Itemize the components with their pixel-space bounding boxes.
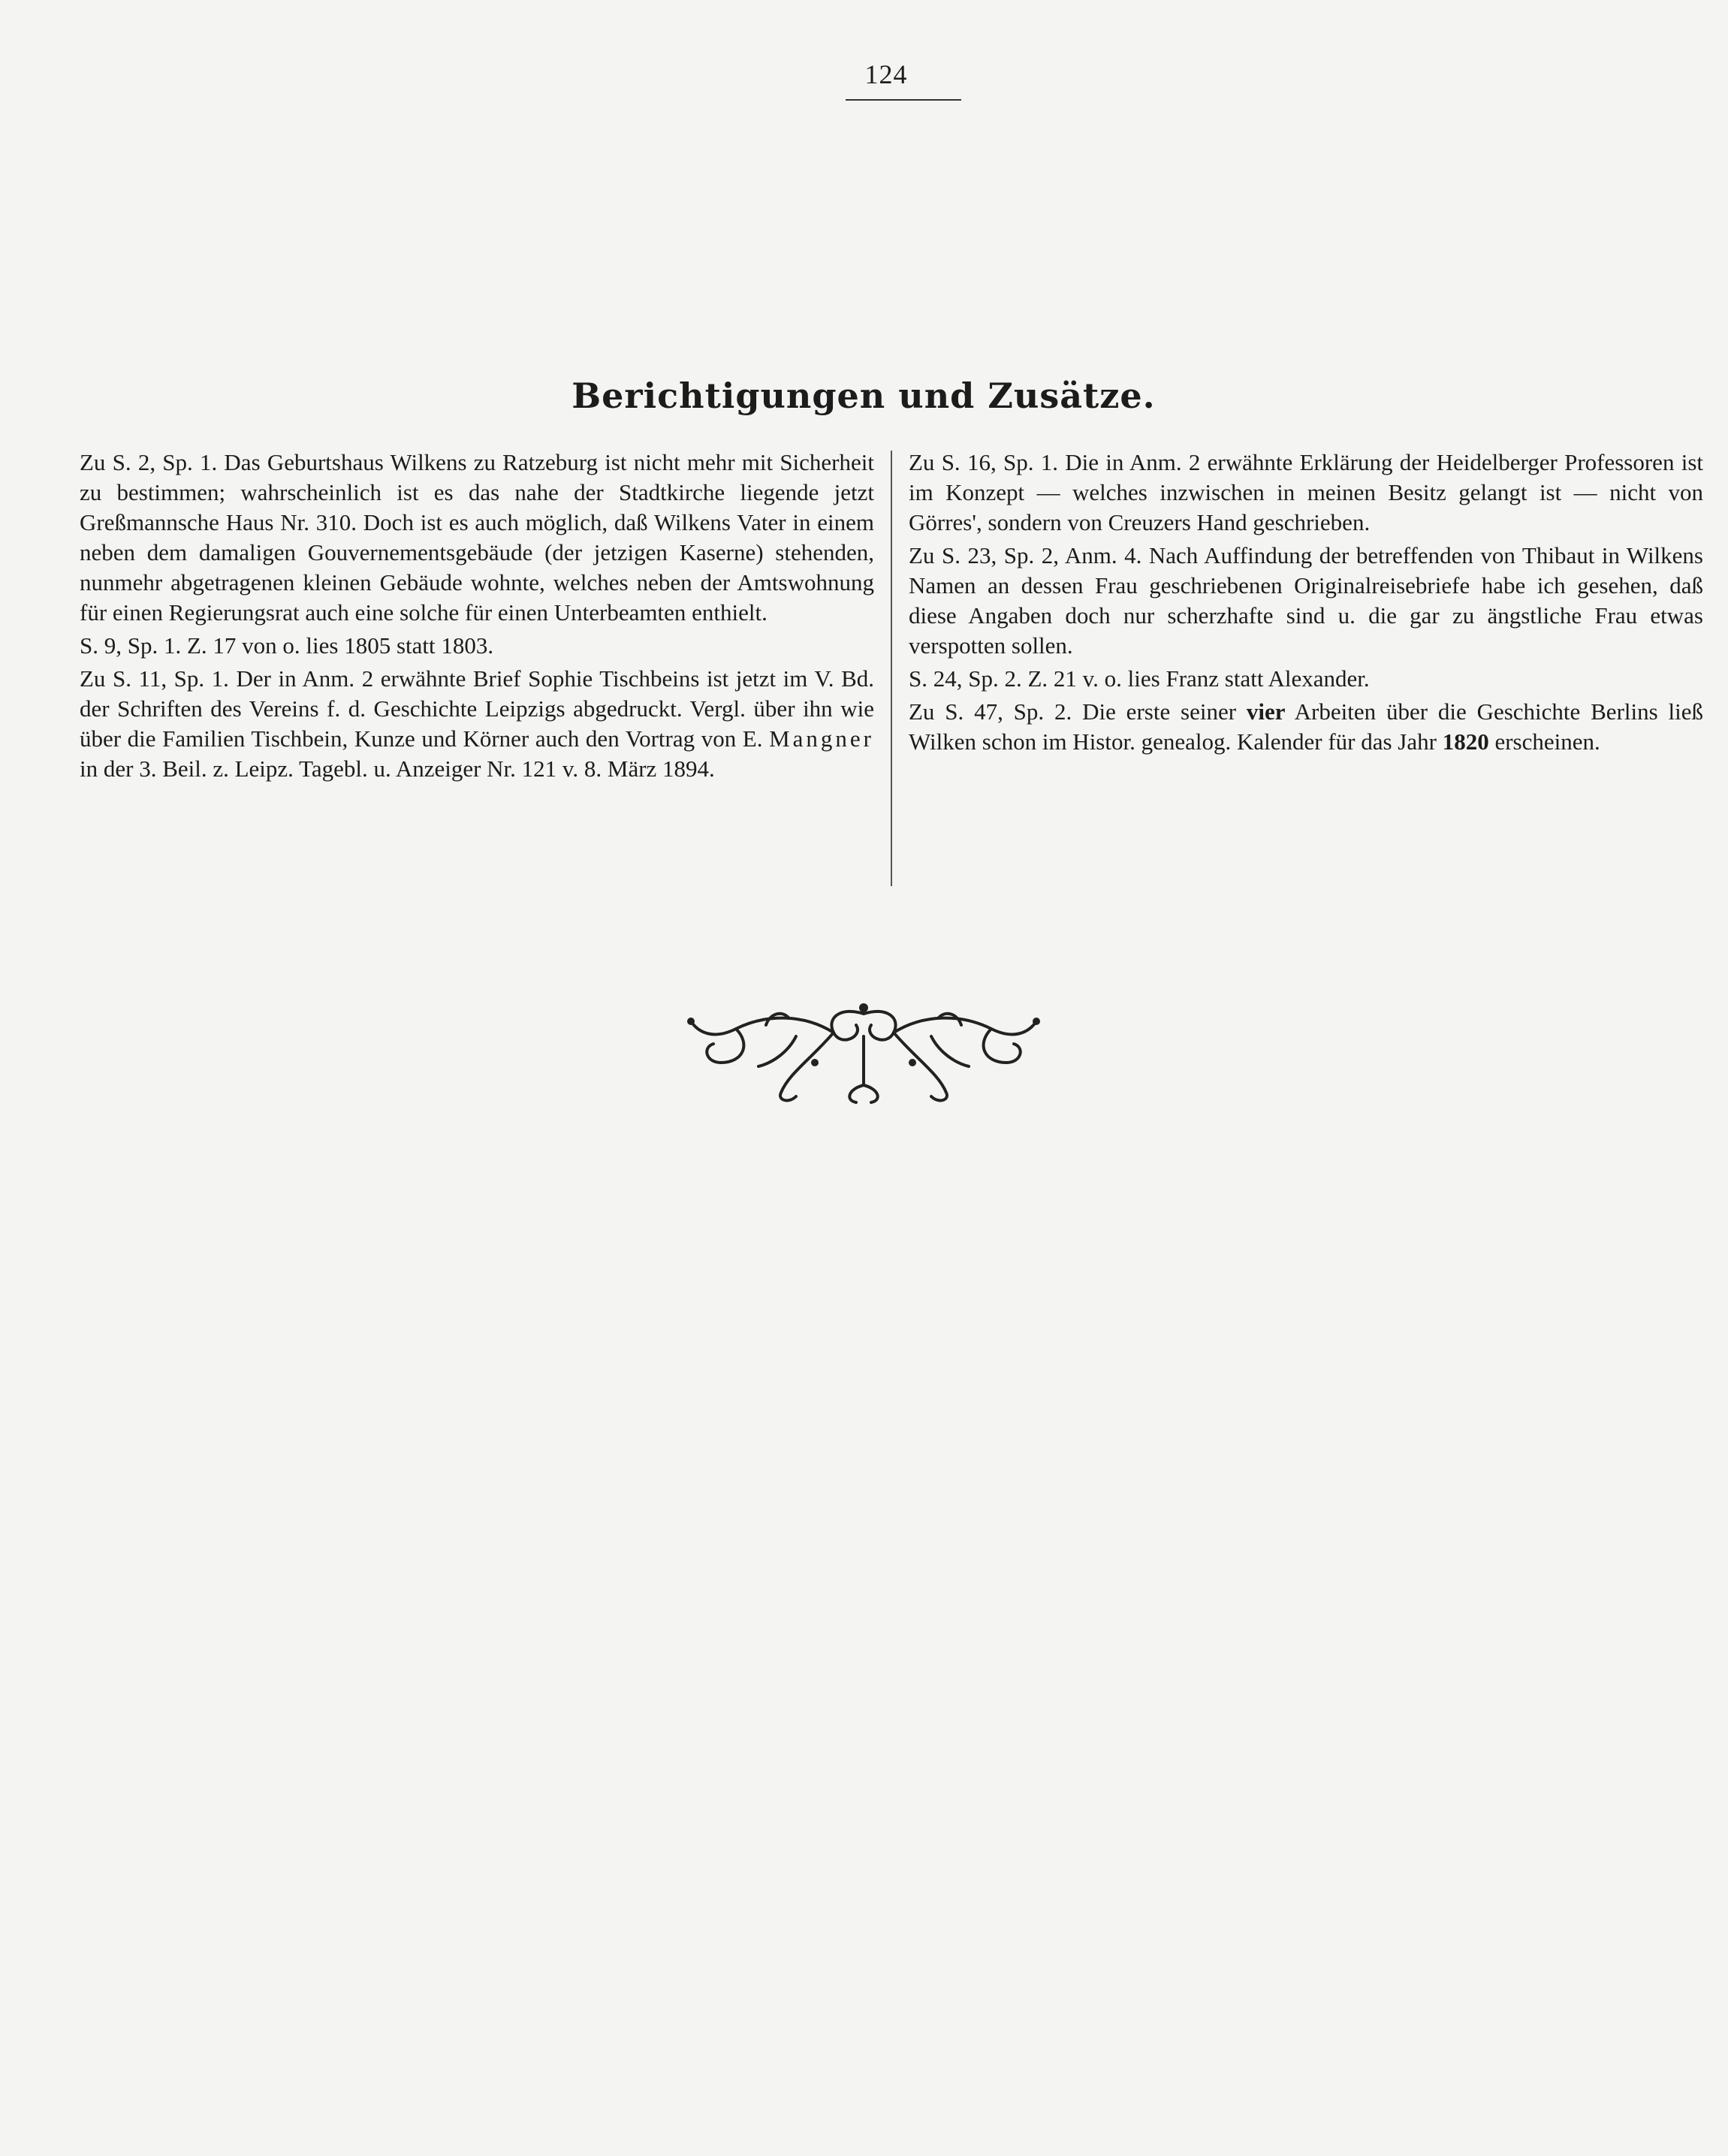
- page-heading: Berichtigungen und Zusätze.: [571, 375, 1156, 416]
- column-divider: [891, 451, 892, 886]
- correction-entry: [80, 664, 874, 784]
- floral-vignette-ornament-icon: [676, 991, 1051, 1104]
- entry-text: 1820: [1442, 728, 1489, 755]
- entry-text: S. 24, Sp. 2. Z. 21 v. o. lies Franz statt Alexander.: [909, 665, 1370, 692]
- correction-entry: [909, 541, 1703, 661]
- entry-text: Arbeiten über die Geschichte Berlins ließ Wilken schon im Histor. genealog. Kalender für das Jahr: [909, 698, 1704, 755]
- correction-entry: [909, 697, 1703, 757]
- entry-text: Zu S. 2, Sp. 1. Das Geburtshaus Wilkens zu Ratzeburg ist nicht mehr mit Sicherheit zu bestimmen; wahrscheinlich ist es das nahe der Stadtkirche liegende jetzt Greßmannsche Haus Nr. 310. Doch ist es auch möglich, daß Wilkens Vater in einem neben dem damaligen Gouvernementsgebäude (der jetzigen Kaserne) stehenden, nunmehr abgetragenen kleinen Gebäude wohnte, welches neben der Amtswohnung für einen Regierungsrat auch eine solche für einen Unterbeamten enthielt.: [80, 449, 874, 626]
- correction-entry: [909, 448, 1703, 538]
- entry-text: Zu S. 47, Sp. 2. Die erste seiner: [909, 698, 1247, 725]
- entry-text: Zu S. 11, Sp. 1. Der in Anm. 2 erwähnte Brief Sophie Tischbeins ist jetzt im V. Bd. der Schriften des Vereins f. d. Geschichte Leipzigs abgedruckt. Vergl. über ihn wie über die Familien Tischbein, Kunze und Körner auch den Vortrag von E.: [80, 665, 874, 752]
- entry-text: Mangner: [769, 725, 874, 752]
- page-number: 124: [864, 59, 908, 89]
- entry-text: Zu S. 23, Sp. 2, Anm. 4. Nach Auffindung der betreffenden von Thibaut in Wilkens Namen an dessen Frau geschriebenen Originalreisebriefe habe ich gesehen, daß diese Angaben doch nur scherzhafte sind u. die gar zu ängstliche Frau etwas verspotten sollen.: [909, 542, 1703, 659]
- entry-text: Zu S. 16, Sp. 1. Die in Anm. 2 erwähnte Erklärung der Heidelberger Professoren ist im Konzept — welches inzwischen in meinen Besitz gelangt ist — nicht von Görres', sondern von Creuzers Hand geschrieben.: [909, 449, 1703, 535]
- correction-entry: [80, 631, 874, 661]
- correction-entry: [909, 664, 1703, 694]
- entry-text: erscheinen.: [1488, 728, 1600, 755]
- entry-text: vier: [1246, 698, 1286, 725]
- entry-text: S. 9, Sp. 1. Z. 17 von o. lies 1805 statt 1803.: [80, 632, 494, 659]
- left-column: [80, 448, 874, 787]
- entry-text: in der 3. Beil. z. Leipz. Tagebl. u. Anzeiger Nr. 121 v. 8. März 1894.: [80, 755, 715, 782]
- right-column: [909, 448, 1703, 760]
- page-number-rule: [846, 99, 961, 101]
- correction-entry: [80, 448, 874, 628]
